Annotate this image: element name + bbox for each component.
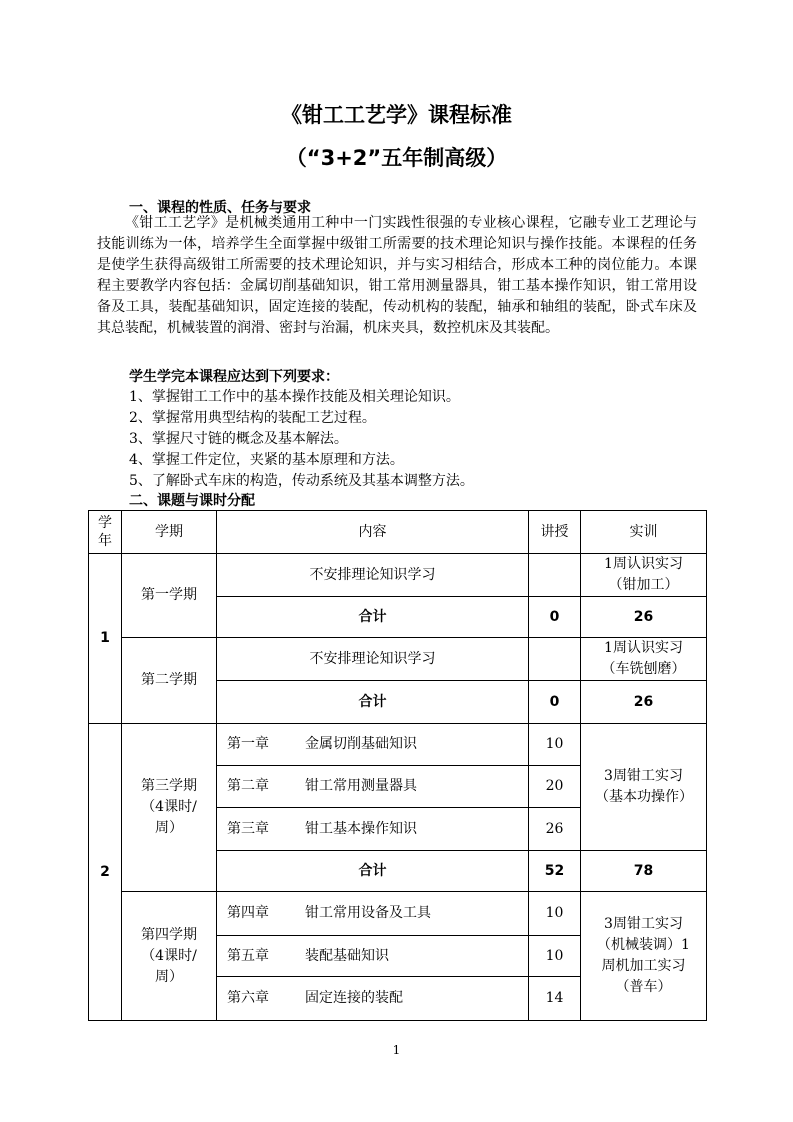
term-1-content: 不安排理论知识学习 [217, 554, 529, 597]
requirement-item: 3、掌握尺寸链的概念及基本解法。 [129, 431, 348, 447]
year-1-cell: 1 [89, 554, 122, 724]
term-2-total-practice: 26 [581, 681, 707, 724]
term-1-practice: 1周认识实习（钳加工） [581, 554, 707, 597]
table-row [89, 724, 707, 766]
chapter-name: 固定连接的装配 [305, 990, 403, 1006]
chapter-hours: 14 [529, 977, 581, 1021]
term-3-cell: 第三学期（4课时/周） [122, 724, 217, 892]
term-2-total-lecture: 0 [529, 681, 581, 724]
header-content: 内容 [217, 511, 529, 554]
requirement-item: 4、掌握工件定位，夹紧的基本原理和方法。 [129, 452, 404, 468]
requirements-list [129, 387, 709, 492]
chapter-name: 装配基础知识 [305, 947, 389, 964]
term-1-total-label: 合计 [217, 597, 529, 638]
term-2-total-label: 合计 [217, 681, 529, 724]
chapter-number: 第六章 [227, 990, 269, 1006]
chapter-hours: 20 [529, 766, 581, 808]
table-row [89, 638, 707, 681]
term-3-total-practice: 78 [581, 851, 707, 892]
schedule-table [88, 510, 707, 1021]
requirement-item: 5、了解卧式车床的构造，传动系统及其基本调整方法。 [129, 473, 474, 489]
chapter-row [217, 892, 529, 936]
term-3-total-label: 合计 [217, 851, 529, 892]
chapter-name: 钳工常用设备及工具 [305, 905, 431, 921]
term-2-content: 不安排理论知识学习 [217, 638, 529, 681]
term-1-total-practice: 26 [581, 597, 707, 638]
requirement-item: 1、掌握钳工工作中的基本操作技能及相关理论知识。 [129, 389, 460, 405]
chapter-row [217, 936, 529, 977]
table-row [89, 892, 707, 936]
term-4-cell: 第四学期（4课时/周） [122, 892, 217, 1021]
table-row [89, 554, 707, 597]
chapter-name: 钳工基本操作知识 [305, 820, 417, 837]
term-1-lecture [529, 554, 581, 597]
header-year: 学年 [89, 511, 122, 554]
table-header-row [89, 511, 707, 554]
term-4-practice: 3周钳工实习（机械装调）1周机加工实习（普车） [581, 892, 707, 1021]
section-heading-nature: 一、课程的性质、任务与要求 [129, 200, 311, 216]
requirements-heading: 学生学完本课程应达到下列要求： [129, 369, 339, 385]
header-term: 学期 [122, 511, 217, 554]
chapter-row [217, 977, 529, 1021]
year-2-cell: 2 [89, 724, 122, 1021]
chapter-name: 金属切削基础知识 [305, 736, 417, 752]
term-2-lecture [529, 638, 581, 681]
term-1-total-lecture: 0 [529, 597, 581, 638]
chapter-hours: 10 [529, 892, 581, 936]
page-number: 1 [392, 1043, 401, 1057]
chapter-number: 第四章 [227, 905, 269, 921]
course-description: 《钳工工艺学》是机械类通用工种中一门实践性很强的专业核心课程，它融专业工艺理论与技能训练为一体，培养学生全面掌握中级钳工所需要的技术理论知识与操作技能。本课程的任务是使学生获得高级钳工所需要的技术理论知识，并与实习相结合，形成本工种的岗位能力。本课程主要教学内容包括：金属切削基础知识，钳工常用测量器具，钳工基本操作知识，钳工常用设备及工具，装配基础知识，固定连接的装配，传动机构的装配，轴承和轴组的装配，卧式车床及其总装配，机械装置的润滑、密封与治漏，机床夹具，数控机床及其装配。 [97, 215, 697, 336]
requirement-item: 2、掌握常用典型结构的装配工艺过程。 [129, 410, 376, 426]
chapter-number: 第二章 [227, 778, 269, 794]
document-subtitle: （“3+2”五年制高级） [285, 146, 508, 170]
header-practice: 实训 [581, 511, 707, 554]
chapter-name: 钳工常用测量器具 [305, 778, 417, 794]
term-1-cell: 第一学期 [122, 554, 217, 638]
chapter-hours: 26 [529, 808, 581, 851]
chapter-row [217, 724, 529, 766]
term-2-cell: 第二学期 [122, 638, 217, 724]
chapter-hours: 10 [529, 936, 581, 977]
term-3-total-lecture: 52 [529, 851, 581, 892]
term-2-practice: 1周认识实习（车铣刨磨） [581, 638, 707, 681]
chapter-row [217, 766, 529, 808]
chapter-number: 第一章 [227, 736, 269, 752]
chapter-hours: 10 [529, 724, 581, 766]
header-lecture: 讲授 [529, 511, 581, 554]
term-3-practice: 3周钳工实习（基本功操作） [581, 724, 707, 851]
chapter-row [217, 808, 529, 851]
section-heading-schedule: 二、课题与课时分配 [129, 493, 255, 509]
document-title: 《钳工工艺学》课程标准 [281, 103, 512, 127]
chapter-number: 第三章 [227, 820, 269, 837]
chapter-number: 第五章 [227, 947, 269, 964]
